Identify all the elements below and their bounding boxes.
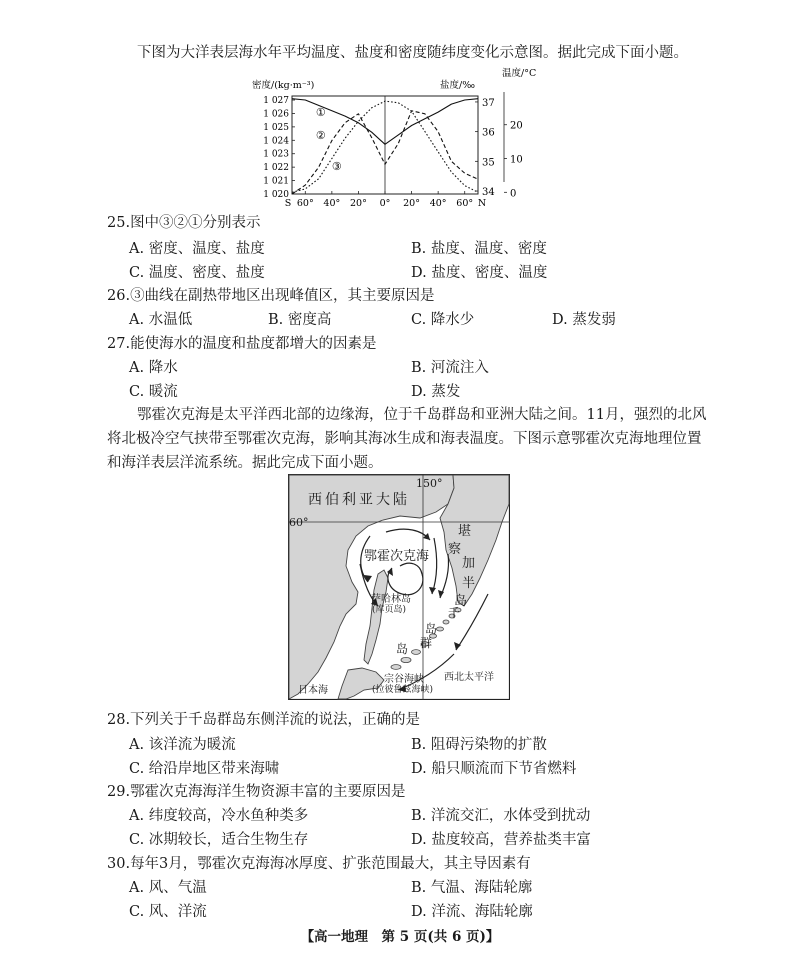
map-label-kuril-3: 群 [420,636,433,650]
q27-option-d[interactable]: D. 蒸发 [411,384,461,400]
density-tick-label: 1 022 [263,163,289,174]
x-tick-label: 20° [350,198,367,209]
intro-paragraph-1: 下图为大洋表层海水年平均温度、盐度和密度随纬度变化示意图。据此完成下面小题。 [137,45,688,61]
q26-option-c[interactable]: C. 降水少 [411,312,475,328]
q27-option-a[interactable]: A. 降水 [129,360,178,376]
q25-option-b[interactable]: B. 盐度、温度、密度 [411,241,547,257]
question-number: 26. [107,288,131,304]
q26-option-b[interactable]: B. 密度高 [268,312,332,328]
question-number: 28. [107,712,131,728]
q27-option-c[interactable]: C. 暖流 [129,384,178,400]
q30-option-b[interactable]: B. 气温、海陆轮廓 [411,880,533,896]
temperature-tick-label: 20 [510,120,523,132]
q30-option-c[interactable]: C. 风、洋流 [129,904,207,920]
map-label-kamchatka-3: 加 [462,556,476,571]
question-26-stem [107,287,435,305]
density-tick-label: 1 023 [263,149,289,160]
series-label-3: ③ [331,159,342,173]
q26-option-a[interactable]: A. 水温低 [129,312,193,328]
question-number: 30. [107,856,131,872]
map-label-kuril-4: 岛 [396,642,409,656]
question-29-stem [107,783,406,801]
temperature-tick-label: 10 [510,154,523,166]
question-number: 29. [107,784,131,800]
q28-option-a[interactable]: A. 该洋流为暖流 [129,737,236,753]
question-text: 能使海水的温度和盐度都增大的因素是 [130,336,377,352]
ocean-properties-chart [230,66,550,211]
salinity-tick-label: 35 [482,157,495,169]
density-tick-label: 1 024 [263,136,289,147]
map-label-sakhalin-sub: (库页岛) [372,605,407,615]
q28-option-b[interactable]: B. 阻碍污染物的扩散 [411,737,547,753]
map-label-siberia: 西伯利亚大陆 [308,492,410,508]
density-tick-label: 1 021 [263,176,289,187]
density-tick-label: 1 020 [263,190,289,200]
map-label-lon-150: 150° [416,477,443,490]
map-label-kamchatka-2: 察 [448,542,462,557]
map-label-okhotsk: 鄂霍次克海 [364,549,430,564]
salinity-tick-label: 37 [482,97,495,109]
q26-option-d[interactable]: D. 蒸发弱 [552,312,616,328]
series-label-2: ② [315,128,326,142]
q30-option-a[interactable]: A. 风、气温 [129,880,207,896]
question-25-stem [107,214,261,232]
density-tick-label: 1 025 [263,122,289,133]
salinity-tick-label: 36 [482,127,495,139]
intro-paragraph-2-line-1: 鄂霍次克海是太平洋西北部的边缘海，位于千岛群岛和亚洲大陆之间。11月，强烈的北风 [137,407,707,423]
salinity-tick-label: 34 [482,187,495,199]
q29-option-a[interactable]: A. 纬度较高，冷水鱼种类多 [129,808,309,824]
map-label-lat-60: 60° [289,516,309,529]
intro-paragraph-2-line-2: 将北极冷空气挟带至鄂霍次克海，影响其海冰生成和海表温度。下图示意鄂霍次克海地理位置 [107,431,702,447]
question-text: ③曲线在副热带地区出现峰值区，其主要原因是 [130,288,435,304]
map-label-soya-sub: (拉彼鲁兹海峡) [372,685,434,695]
density-tick-label: 1 026 [263,109,289,120]
question-number: 27. [107,336,131,352]
q25-option-d[interactable]: D. 盐度、密度、温度 [411,265,548,281]
map-label-soya: 宗谷海峡 [384,674,424,685]
map-label-kuril-2: 岛 [425,622,438,636]
question-27-stem [107,335,377,353]
map-label-kuril-1: 千 [448,606,461,620]
x-tick-label: 40° [429,198,447,209]
q29-option-c[interactable]: C. 冰期较长，适合生物生存 [129,832,309,848]
x-tick-label: 60° [456,198,474,209]
question-text: 每年3月，鄂霍次克海海冰厚度、扩张范围最大，其主导因素有 [130,856,531,872]
question-number: 25. [107,215,131,231]
page-footer: 【高一地理 第 5 页(共 6 页)】 [300,929,500,945]
density-axis-title: 密度/(kg·m⁻³) [252,80,315,91]
q29-option-b[interactable]: B. 洋流交汇，水体受到扰动 [411,808,591,824]
map-label-japan-sea: 日本海 [298,685,328,696]
q30-option-d[interactable]: D. 洋流、海陆轮廓 [411,904,533,920]
question-28-stem [107,711,420,729]
x-tick-label: 60° [296,198,314,209]
q29-option-d[interactable]: D. 盐度较高，营养盐类丰富 [411,832,591,848]
question-text: 下列关于千岛群岛东侧洋流的说法，正确的是 [130,712,421,728]
temperature-axis-title: 温度/°C [502,68,537,79]
x-tick-label: 0° [379,198,391,209]
x-tick-label: 20° [403,198,420,209]
map-label-kamchatka-1: 堪 [458,524,472,539]
q27-option-b[interactable]: B. 河流注入 [411,360,489,376]
series-label-1: ① [315,106,326,120]
map-label-sakhalin: 萨哈林岛 [371,594,411,605]
intro-paragraph-2-line-3: 和海洋表层洋流系统。据此完成下面小题。 [107,455,383,471]
map-label-nw-pacific: 西北太平洋 [444,672,494,683]
map-label-kamchatka-5: 岛 [454,594,468,609]
q28-option-c[interactable]: C. 给沿岸地区带来海啸 [129,761,280,777]
temperature-tick-label: 0 [510,188,517,200]
q28-option-d[interactable]: D. 船只顺流而下节省燃料 [411,761,577,777]
x-tick-label: N [477,198,487,209]
question-text: 鄂霍次克海海洋生物资源丰富的主要原因是 [130,784,406,800]
question-30-stem [107,855,531,873]
q25-option-a[interactable]: A. 密度、温度、盐度 [129,241,265,257]
x-tick-label: S [284,198,292,209]
salinity-axis-title: 盐度/‰ [440,80,475,91]
density-tick-label: 1 027 [263,96,289,107]
question-text: 图中③②①分别表示 [130,215,261,231]
x-tick-label: 40° [323,198,341,209]
q25-option-c[interactable]: C. 温度、密度、盐度 [129,265,265,281]
map-label-kamchatka-4: 半 [462,576,476,591]
